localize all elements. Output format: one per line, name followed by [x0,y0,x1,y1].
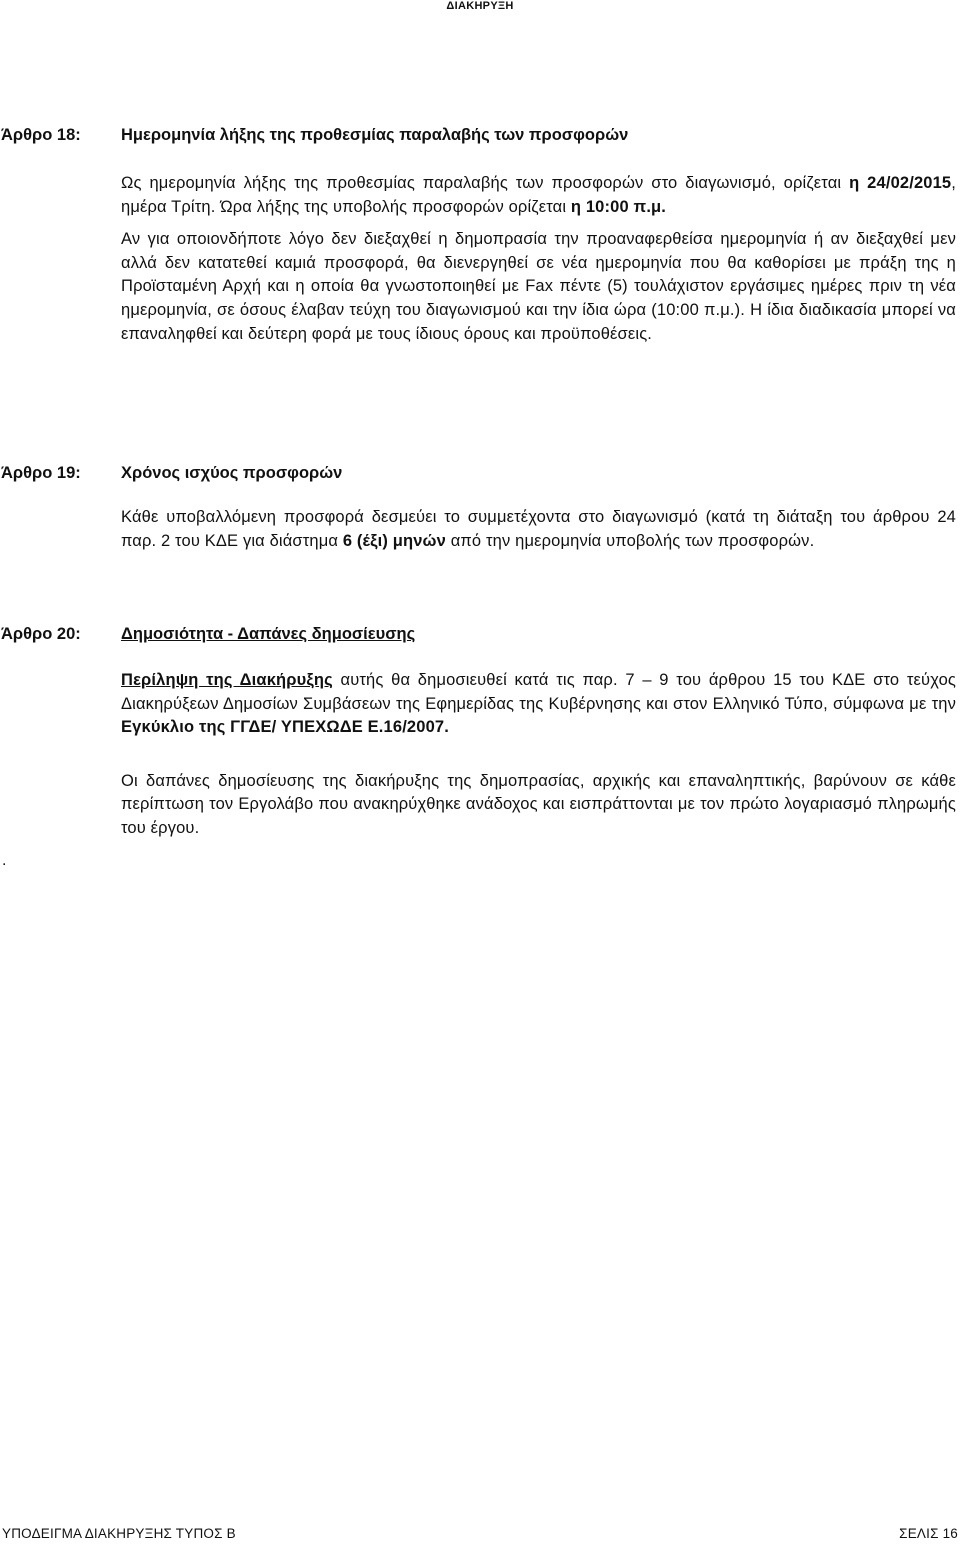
article-20-number: Άρθρο 20: [1,625,81,643]
article-18-p1-text-c: , ημέρα Τρίτη. Ώρα λήξης της υποβολής προσφορών ορίζεται [121,174,956,216]
article-20-heading [0,623,960,645]
article-20-title: Δημοσιότητα - Δαπάνες δημοσίευσης [121,625,416,643]
article-19-p1-text-c: από την ημερομηνία υποβολής των προσφορών. [445,531,815,550]
article-18-paragraph-1 [121,172,956,219]
article-18-title: Ημερομηνία λήξης της προθεσμίας παραλαβής των προσφορών [121,126,629,144]
article-19-p1-text-a: Κάθε υποβαλλόμενη προσφορά δεσμεύει το συμμετέχοντα στο διαγωνισμό (κατά τη διάταξη του άρθρου 24 παρ. 2 του ΚΔΕ για διάστημα [121,508,956,550]
article-20-p1-text-b: αυτής θα δημοσιευθεί κατά τις παρ. 7 – 9 του άρθρου 15 του ΚΔΕ στο τεύχος Διακηρύξεων Δημοσίων Συμβάσεων της Εφημερίδας της Κυβέρνησης και στον Ελληνικό Τύπο, σύμφωνα με την [121,671,956,713]
article-20-paragraph-2: Οι δαπάνες δημοσίευσης της διακήρυξης της δημοπρασίας, αρχικής και επαναληπτικής, βαρύνουν σε κάθε περίπτωση τον Εργολάβο που ανακηρύχθηκε ανάδοχος και εισπράττονται με τον πρώτο λογαριασμό πληρωμής του έργου. [121,771,956,837]
deadline-date: η 24/02/2015 [849,174,952,192]
article-18 [0,124,960,346]
article-19 [0,462,960,553]
validity-period: 6 (έξι) μηνών [342,531,446,550]
circular-reference: Εγκύκλιο της ΓΓΔΕ/ ΥΠΕΧΩΔΕ Ε.16/2007. [121,718,449,737]
stray-mark: . [2,852,7,869]
article-20-paragraph-1 [121,669,956,740]
deadline-time: η 10:00 π.μ. [570,197,667,216]
article-18-number: Άρθρο 18: [1,126,81,144]
footer-document-type: ΥΠΟΔΕΙΓΜΑ ΔΙΑΚΗΡΥΞΗΣ ΤΥΠΟΣ Β [2,1526,236,1541]
article-19-number: Άρθρο 19: [1,464,81,482]
article-19-title: Χρόνος ισχύος προσφορών [121,464,343,482]
page-header-title: ΔΙΑΚΗΡΥΞΗ [446,0,514,12]
article-19-heading [0,462,960,484]
article-20 [0,623,960,841]
article-18-paragraph-2: Αν για οποιονδήποτε λόγο δεν διεξαχθεί η δημοπρασία την προαναφερθείσα ημερομηνία ή αν διεξαχθεί μεν αλλά δεν κατατεθεί καμιά προσφορά, θα διενεργηθεί σε νέα ημερομηνία που θα καθορίσει με πράξη της η Προϊσταμένη Αρχή και η οποία θα γνωστοποιηθεί με Fax πέντε (5) τουλάχιστον εργάσιμες ημέρες πριν τη νέα ημερομηνία, σε όσους έλαβαν τεύχη του διαγωνισμού και την ίδια ώρα (10:00 π.μ.). Η ίδια διαδικασία μπορεί να επαναληφθεί και δεύτερη φορά με τους ίδιους όρους και προϋποθέσεις. [121,230,956,343]
article-18-p1-text-a: Ως ημερομηνία λήξης της προθεσμίας παραλαβής των προσφορών στο διαγωνισμό, ορίζεται [121,174,850,192]
footer-page-number: ΣΕΛΙΣ 16 [899,1526,958,1541]
article-18-heading [0,124,960,146]
article-19-paragraph-1 [121,506,956,553]
page-footer [0,1526,960,1541]
summary-of-notice: Περίληψη της Διακήρυξης [121,671,333,689]
